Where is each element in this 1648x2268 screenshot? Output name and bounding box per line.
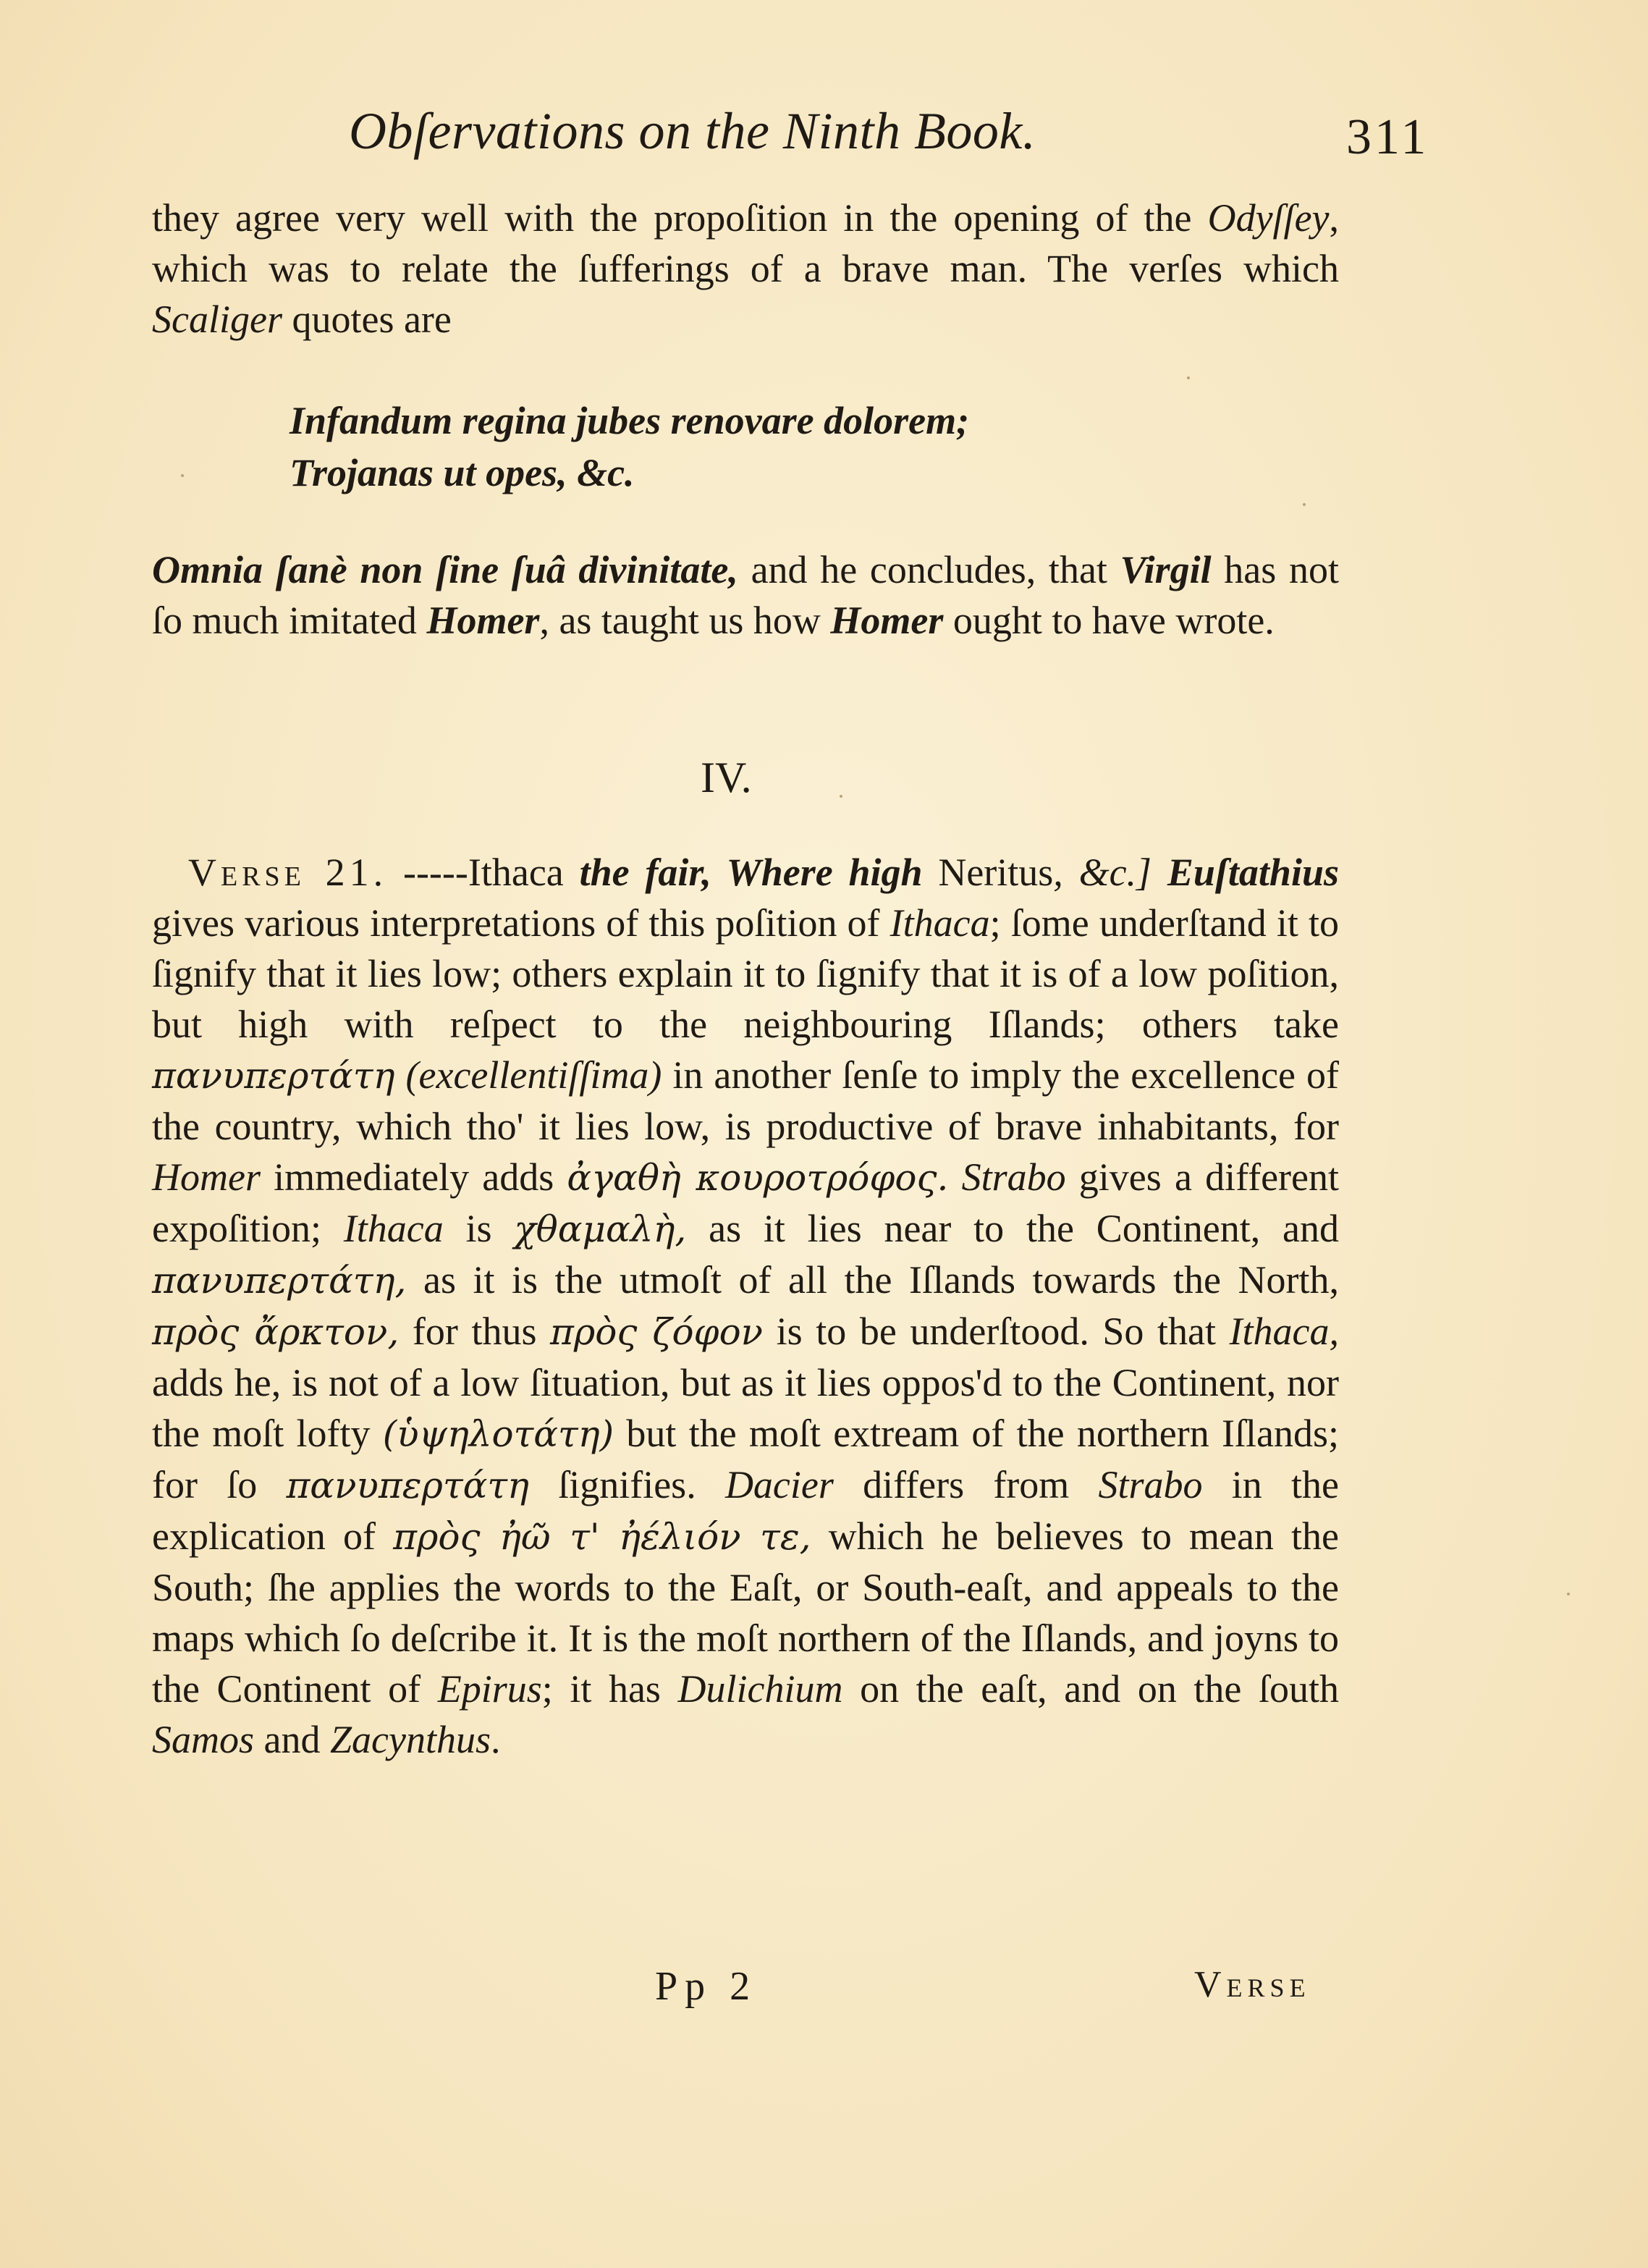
greek-word: (ὑψηλοτάτη): [382, 1413, 614, 1455]
text-run: gives a different expoſition;: [152, 1155, 1339, 1250]
place-ithaca: Ithaca: [343, 1207, 444, 1250]
text-run: is: [443, 1207, 515, 1250]
text-run: ought to have wrote.: [943, 599, 1275, 642]
paper-speck: [1303, 503, 1306, 506]
place-zacynthus: Zacynthus: [329, 1718, 491, 1761]
paper-speck: [1567, 1593, 1570, 1595]
name-odyssey: Odyſſey: [1207, 196, 1330, 240]
place-ithaca: Ithaca,: [1229, 1310, 1339, 1353]
place-ithaca: Ithaca: [468, 851, 564, 894]
place-samos: Samos: [152, 1718, 255, 1761]
name-homer: Homer: [152, 1155, 261, 1199]
text-run: as it lies near to the Continent, and: [686, 1207, 1339, 1250]
text-run: differs from: [833, 1463, 1099, 1506]
text-run: gives various interpretations of this poſition of: [152, 901, 890, 945]
signature-mark: Pp 2: [655, 1964, 758, 2009]
text-run: they agree very well with the propoſition in the opening of the: [152, 196, 1208, 240]
name-homer: Homer: [830, 599, 944, 642]
name-virgil: Virgil: [1120, 548, 1212, 591]
section-heading: IV.: [701, 754, 752, 801]
quote-line-1: Infandum regina jubes renovare dolorem;: [290, 399, 970, 442]
text-run: as it is the utmoſt of all the Iſlands towards the North,: [406, 1258, 1339, 1302]
greek-word: χθαμαλὴ,: [514, 1208, 687, 1250]
greek-word: πρὸς ἄρκτον,: [152, 1311, 400, 1353]
text-run: , as taught us how: [539, 599, 831, 642]
text-run: ; ſome underſtand it to ſignify that it lies low; others explain it to ſignify that it is of a low poſition, but high with reſpect to the neighbouring Iſlands; others take: [152, 901, 1339, 1046]
quoted-verse: the fair, Where high: [563, 851, 939, 894]
place-neritus: Neritus: [938, 851, 1054, 894]
name-strabo: Strabo: [1098, 1463, 1203, 1506]
verse-label: Verse 21.: [188, 851, 388, 894]
name-dacier: Dacier: [724, 1463, 834, 1506]
virgil-quote: [290, 395, 969, 499]
text-run: immediately adds: [260, 1155, 567, 1199]
greek-word: πανυπερτάτη,: [152, 1260, 407, 1302]
text-run: on the eaſt, and on the ſouth: [842, 1667, 1339, 1711]
place-ithaca: Ithaca: [890, 901, 990, 945]
dash: -----: [387, 851, 468, 894]
text-run: ; it has: [541, 1667, 678, 1711]
page-number: 311: [1346, 109, 1429, 165]
text-run: and: [254, 1718, 330, 1761]
name-homer: Homer: [426, 599, 540, 642]
text-run: in another ſenſe to imply the excellence of the country, which tho' it lies low, is productive of brave inhabitants, for: [152, 1053, 1339, 1148]
text-run: quotes are: [282, 298, 452, 341]
paper-speck: [181, 474, 184, 477]
greek-word: πρὸς ἠῶ τ' ἠέλιόν τε,: [393, 1516, 811, 1558]
quote-line-2: Trojanas ut opes, &c.: [290, 451, 635, 494]
place-dulichium: Dulichium: [677, 1667, 843, 1711]
name-eustathius: Euſtathius: [1167, 851, 1339, 894]
greek-word: πρὸς ζόφον: [550, 1311, 764, 1353]
greek-word: πανυπερτάτη: [152, 1055, 395, 1097]
text-run: , which was to relate the ſufferings of a brave man. The verſes which: [152, 196, 1339, 290]
running-head: Obſervations on the Ninth Book.: [349, 102, 1036, 160]
catchword: Verse: [1194, 1964, 1311, 2005]
paragraph-scaliger: [152, 193, 1339, 345]
paragraph-ithaca: [152, 847, 1339, 1765]
paper-speck: [840, 795, 842, 798]
text-run: has not ſo much imitated: [152, 548, 1339, 642]
place-epirus: Epirus: [437, 1667, 542, 1711]
etc: , &c.]: [1053, 851, 1152, 894]
latin-phrase: Omnia ſanè non ſine ſuâ divinitate,: [152, 548, 738, 591]
paragraph-conclusion: [152, 544, 1339, 646]
text-run: ſignifies.: [528, 1463, 725, 1506]
name-scaliger: Scaliger: [152, 298, 282, 341]
latin-gloss: (excellentiſſima): [405, 1053, 662, 1097]
text-run: which he believes to mean the South; ſhe applies the words to the Eaſt, or South-eaſt, and appeals to the maps which ſo deſcribe it. It is the moſt northern of the Iſlands, and joyns to the Continent of: [152, 1514, 1339, 1711]
greek-word: πανυπερτάτη: [286, 1464, 529, 1506]
text-run: is to be underſtood. So that: [763, 1310, 1230, 1353]
text-run: .: [490, 1718, 501, 1761]
text-run: for thus: [399, 1310, 551, 1353]
name-strabo: Strabo: [961, 1155, 1066, 1199]
text-run: in the explication of: [152, 1463, 1339, 1558]
greek-word: ἀγαθὴ κουροτρόφος.: [567, 1157, 949, 1199]
paper-speck: [1187, 376, 1190, 379]
text-run: adds he, is not of a low ſituation, but as it lies oppos'd to the Continent, nor the moſt lofty: [152, 1361, 1339, 1455]
text-run: but the moſt extream of the northern Iſlands; for ſo: [152, 1412, 1339, 1506]
text-run: and he concludes, that: [738, 548, 1120, 591]
